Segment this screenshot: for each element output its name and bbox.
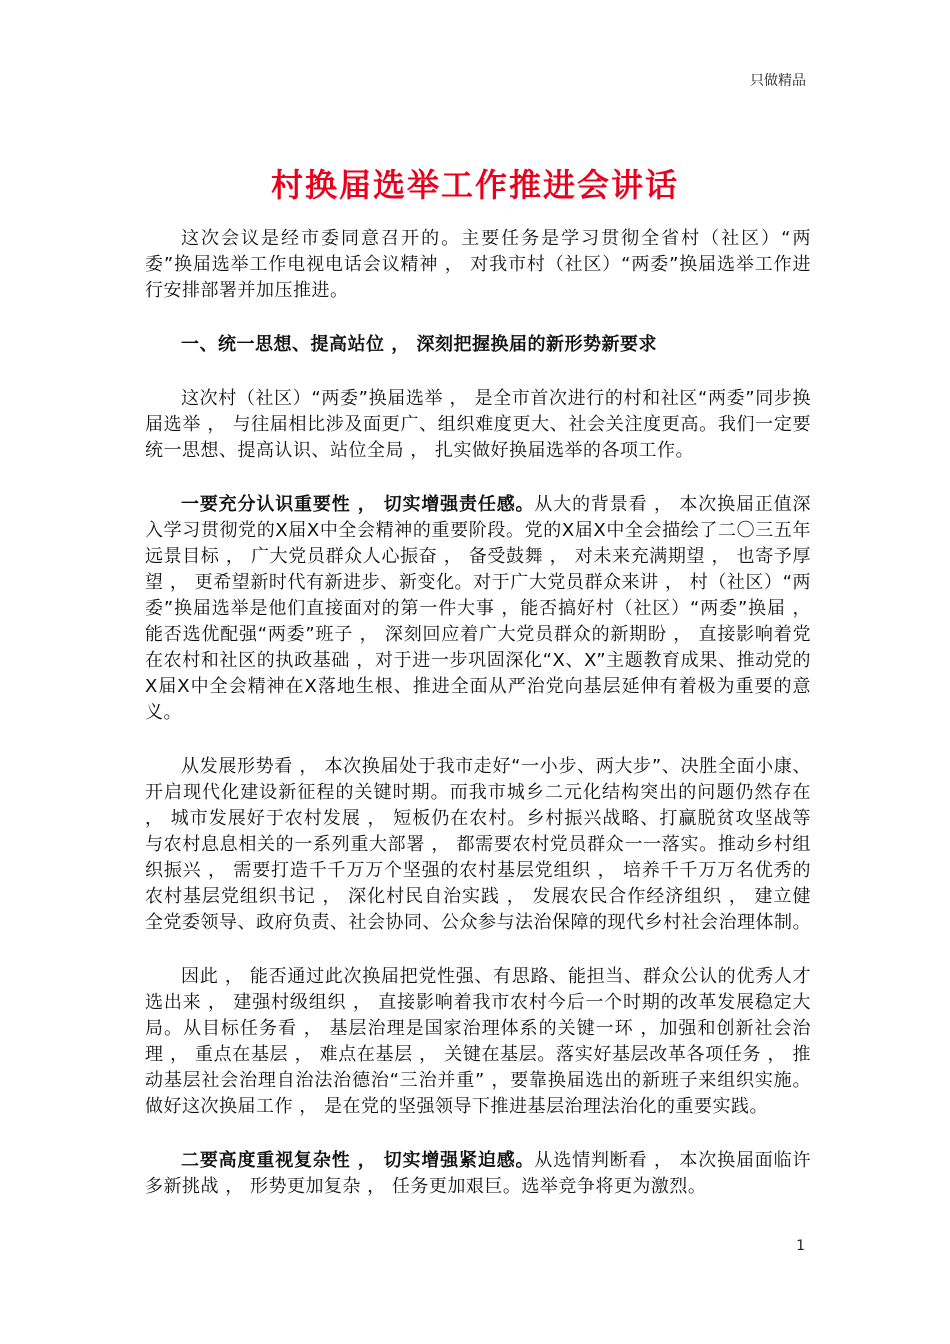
paragraph-1	[145, 226, 811, 304]
page-number: 1	[796, 1238, 805, 1254]
paragraph-lead: 二要高度重视复杂性 ， 切实增强紧迫感。	[181, 1150, 535, 1171]
paragraph-text: 这次会议是经市委同意召开的。主要任务是学习贯彻全省村（社区）“两委”换届选举工作电视电话会议精神 ， 对我市村（社区）“两委”换届选举工作进行安排部署并加压推进。	[145, 228, 811, 301]
paragraph-text: 这次村（社区）“两委”换届选举 ， 是全市首次进行的村和社区“两委”同步换届选举 ， 与往届相比涉及面更广、组织难度更大、社会关注度更高。我们一定要统一思想、提高认识、站位全局 ， 扎实做好换届选举的各项工作。	[145, 388, 811, 461]
paragraph-6	[145, 1148, 811, 1200]
paragraph-lead: 一要充分认识重要性 ， 切实增强责任感。	[181, 494, 535, 515]
paragraph-5	[145, 964, 811, 1120]
paragraph-4	[145, 754, 811, 936]
document-title: 村换届选举工作推进会讲话	[270, 166, 679, 204]
paragraph-text: 从大的背景看 ， 本次换届正值深入学习贯彻党的X届X中全会精神的重要阶段。党的X届X中全会描绘了二〇三五年远景目标 ， 广大党员群众人心振奋 ， 备受鼓舞 ， 对未来充满期望 ， 也寄予厚望 ， 更希望新时代有新进步、新变化。对于广大党员群众来讲 ， 村（社区）“两委”换届选举是他们直接面对的第一件大事 ，能否搞好村（社区）“两委”换届 ， 能否选优配强“两委”班子 ， 深刻回应着广大党员群众的新期盼 ， 直接影响着党在农村和社区的执政基础 ，对于进一步巩固深化“X、X”主题教育成果、推动党的X届X中全会精神在X落地生根、推进全面从严治党向基层延伸有着极为重要的意义。	[145, 494, 811, 723]
paragraph-text: 从选情判断看 ， 本次换届面临许多新挑战 ， 形势更加复杂 ， 任务更加艰巨。选举竞争将更为激烈。	[145, 1150, 811, 1197]
section-heading-1	[145, 332, 811, 358]
paragraph-text: 因此 ， 能否通过此次换届把党性强、有思路、能担当、群众公认的优秀人才选出来 ， 建强村级组织 ， 直接影响着我市农村今后一个时期的改革发展稳定大局。从目标任务看 ， 基层治理是国家治理体系的关键一环 ，加强和创新社会治理 ， 重点在基层 ， 难点在基层 ， 关键在基层。落实好基层改革各项任务 ， 推动基层社会治理自治法治德治“三治并重” ，要靠换届选出的新班子来组织实施。做好这次换届工作 ， 是在党的坚强领导下推进基层治理法治化的重要实践。	[145, 966, 811, 1117]
document-body	[145, 226, 811, 1228]
header-tagline: 只做精品	[750, 73, 806, 89]
paragraph-3	[145, 492, 811, 726]
heading-text: 一、统一思想、提高站位 ， 深刻把握换届的新形势新要求	[181, 334, 658, 355]
paragraph-text: 从发展形势看 ， 本次换届处于我市走好“一小步、两大步”、决胜全面小康、开启现代化建设新征程的关键时期。而我市城乡二元化结构突出的问题仍然存在 ， 城市发展好于农村发展 ， 短板仍在农村。乡村振兴战略、打赢脱贫攻坚战等与农村息息相关的一系列重大部署 ， 都需要农村党员群众一一落实。推动乡村组织振兴 ， 需要打造千千万万个坚强的农村基层党组织 ， 培养千千万万名优秀的农村基层党组织书记 ， 深化村民自治实践 ， 发展农民合作经济组织 ， 建立健全党委领导、政府负责、社会协同、公众参与法治保障的现代乡村社会治理体制。	[145, 756, 811, 933]
paragraph-2	[145, 386, 811, 464]
